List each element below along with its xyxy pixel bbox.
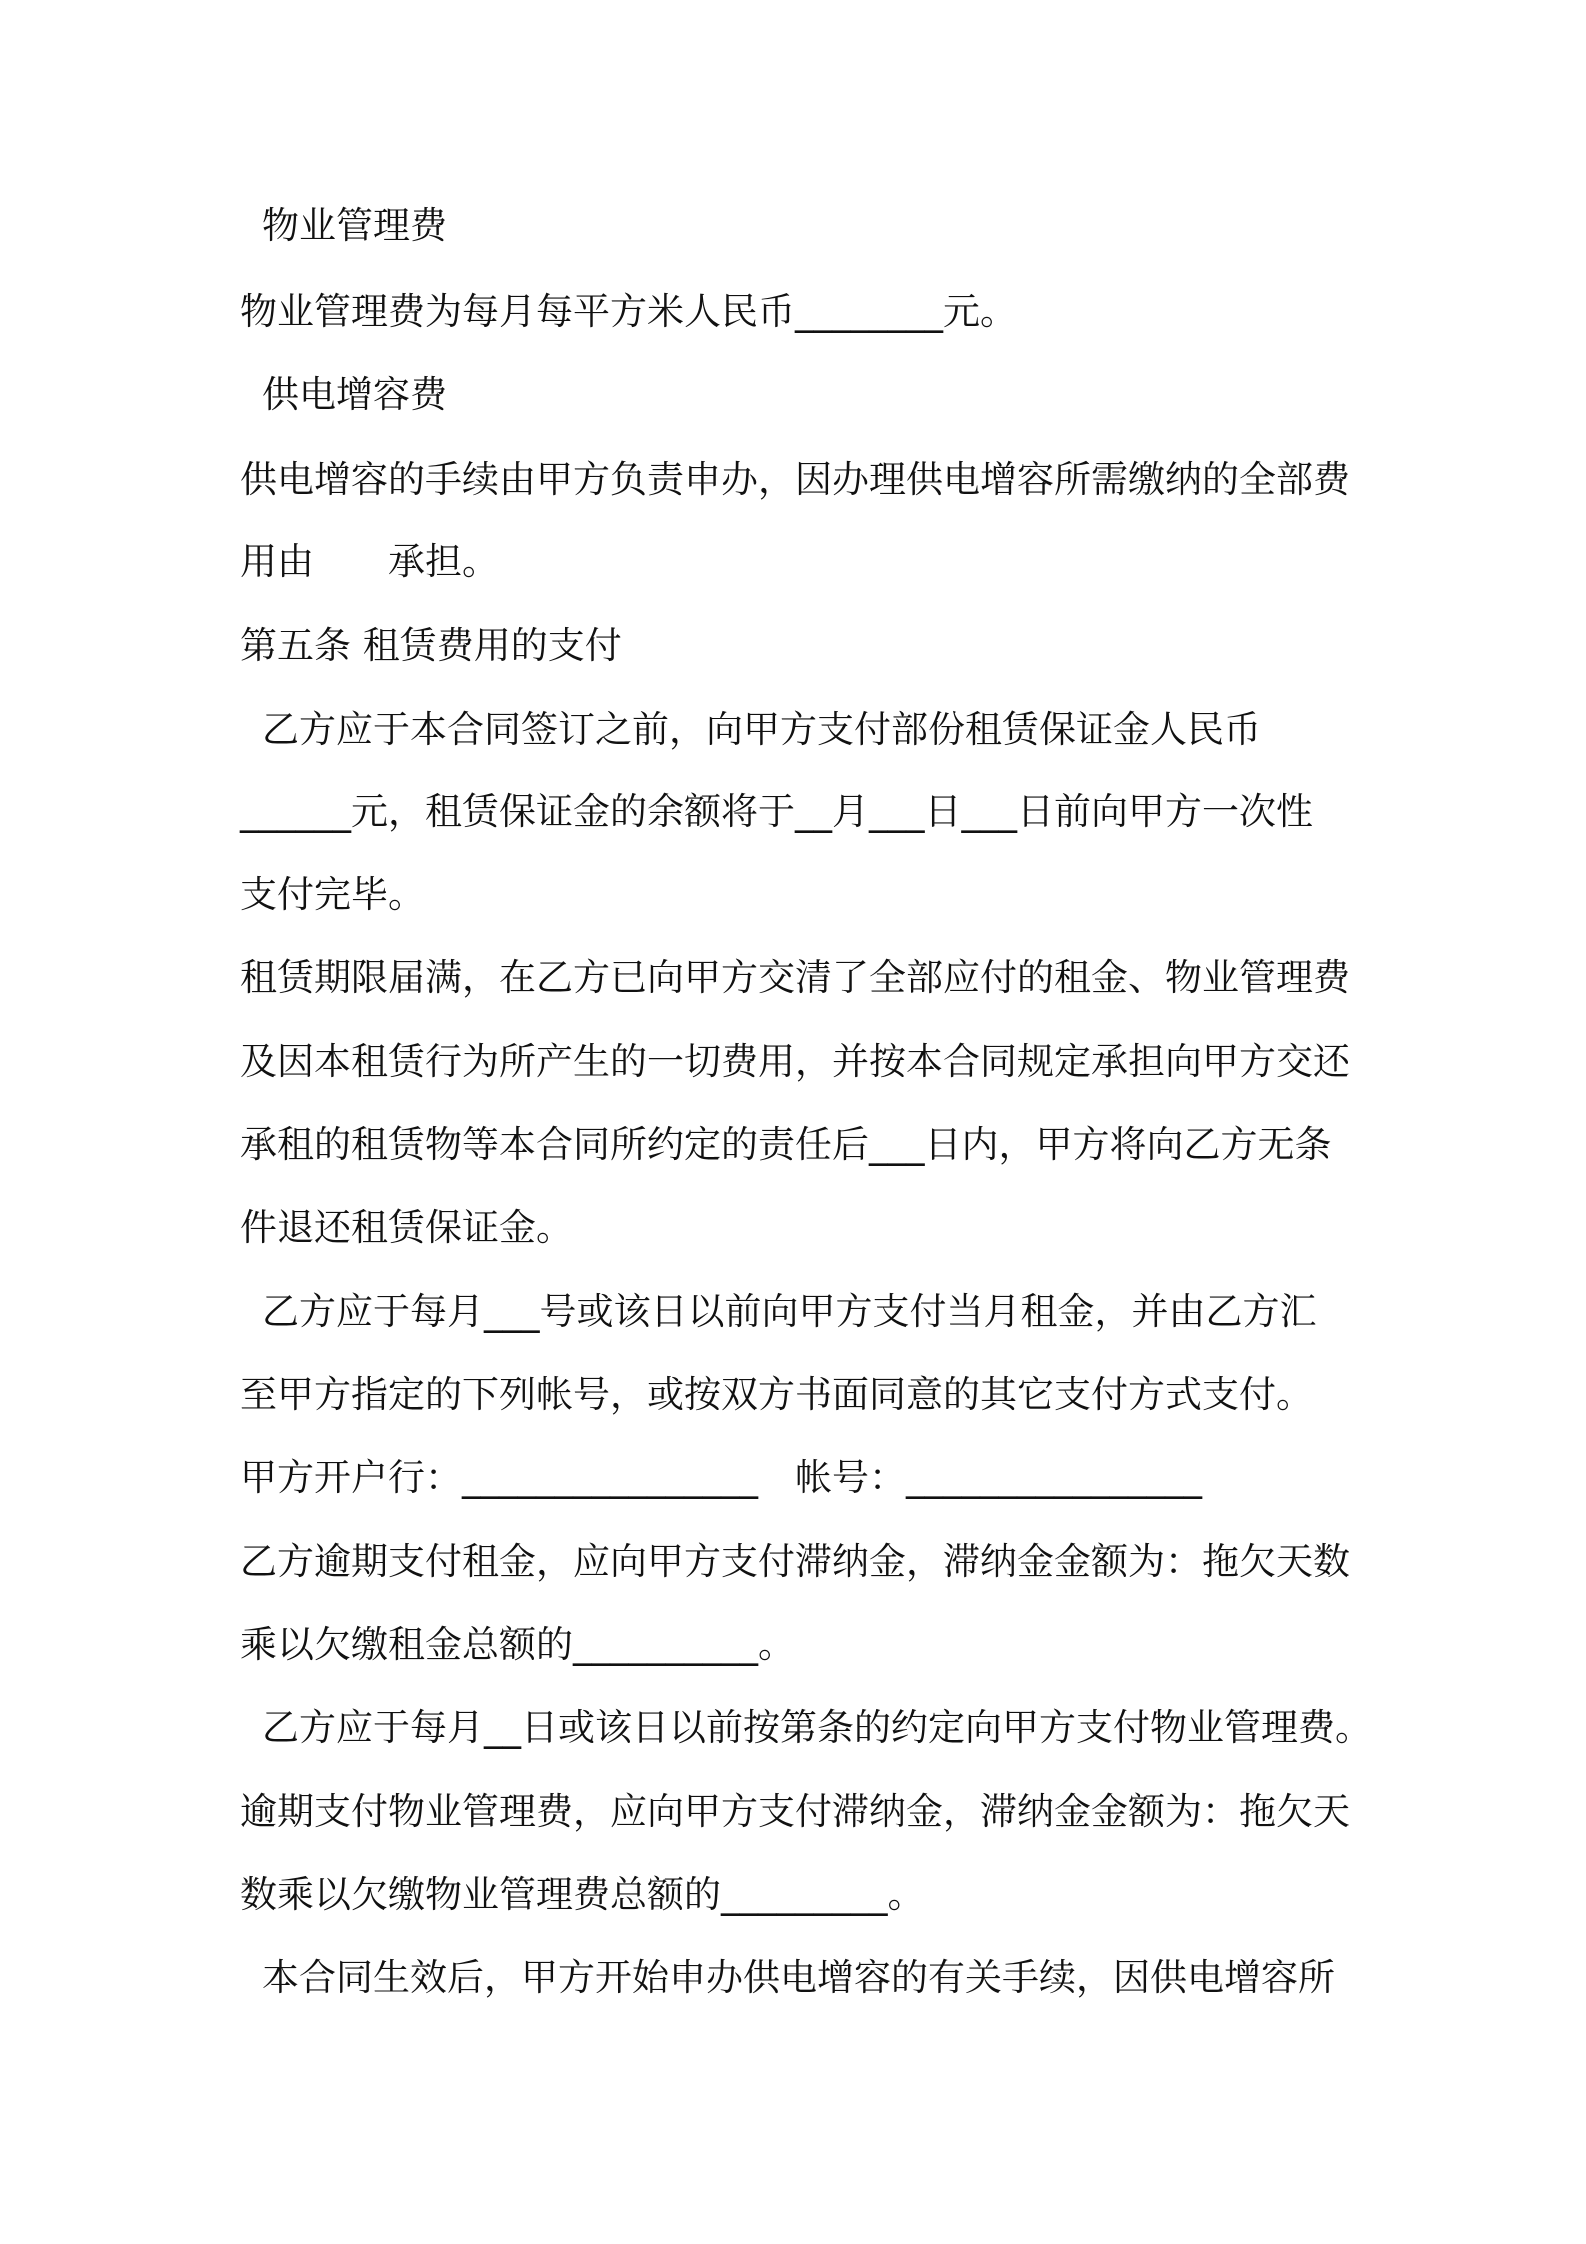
paragraph-line: 乙方应于本合同签订之前，向甲方支付部份租赁保证金人民币 — [262, 708, 1261, 751]
paragraph-line: 乘以欠缴租金总额的__________。 — [240, 1623, 795, 1666]
paragraph-line: 乙方逾期支付租金，应向甲方支付滞纳金，滞纳金金额为：拖欠天数 — [240, 1540, 1350, 1583]
bank-account-line: 甲方开户行：________________ 帐号：________________ — [240, 1456, 1202, 1499]
paragraph-line: 乙方应于每月__日或该日以前按第条的约定向甲方支付物业管理费。 — [262, 1706, 1372, 1749]
paragraph-line: 物业管理费为每月每平方米人民币________元。 — [240, 290, 1017, 333]
paragraph-line: 乙方应于每月___号或该日以前向甲方支付当月租金，并由乙方汇 — [262, 1290, 1317, 1333]
paragraph-line: 承租的租赁物等本合同所约定的责任后___日内，甲方将向乙方无条 — [240, 1123, 1332, 1166]
paragraph-line: 至甲方指定的下列帐号，或按双方书面同意的其它支付方式支付。 — [240, 1373, 1313, 1416]
paragraph-line: 支付完毕。 — [240, 873, 425, 916]
paragraph-line: 本合同生效后，甲方开始申办供电增容的有关手续，因供电增容所 — [262, 1956, 1335, 1999]
section-heading-power-fee: 供电增容费 — [262, 373, 447, 416]
paragraph-line: 供电增容的手续由甲方负责申办，因办理供电增容所需缴纳的全部费 — [240, 458, 1350, 501]
article-heading: 第五条 租赁费用的支付 — [240, 624, 622, 667]
paragraph-line: ______元，租赁保证金的余额将于__月___日___日前向甲方一次性 — [240, 790, 1313, 833]
paragraph-line: 逾期支付物业管理费，应向甲方支付滞纳金，滞纳金金额为：拖欠天 — [240, 1790, 1350, 1833]
paragraph-line: 数乘以欠缴物业管理费总额的_________。 — [240, 1873, 925, 1916]
paragraph-line: 租赁期限届满，在乙方已向甲方交清了全部应付的租金、物业管理费 — [240, 956, 1350, 999]
paragraph-line: 件退还租赁保证金。 — [240, 1206, 573, 1249]
section-heading-property-fee: 物业管理费 — [262, 204, 447, 247]
paragraph-line: 用由 承担。 — [240, 540, 499, 583]
paragraph-line: 及因本租赁行为所产生的一切费用，并按本合同规定承担向甲方交还 — [240, 1040, 1350, 1083]
